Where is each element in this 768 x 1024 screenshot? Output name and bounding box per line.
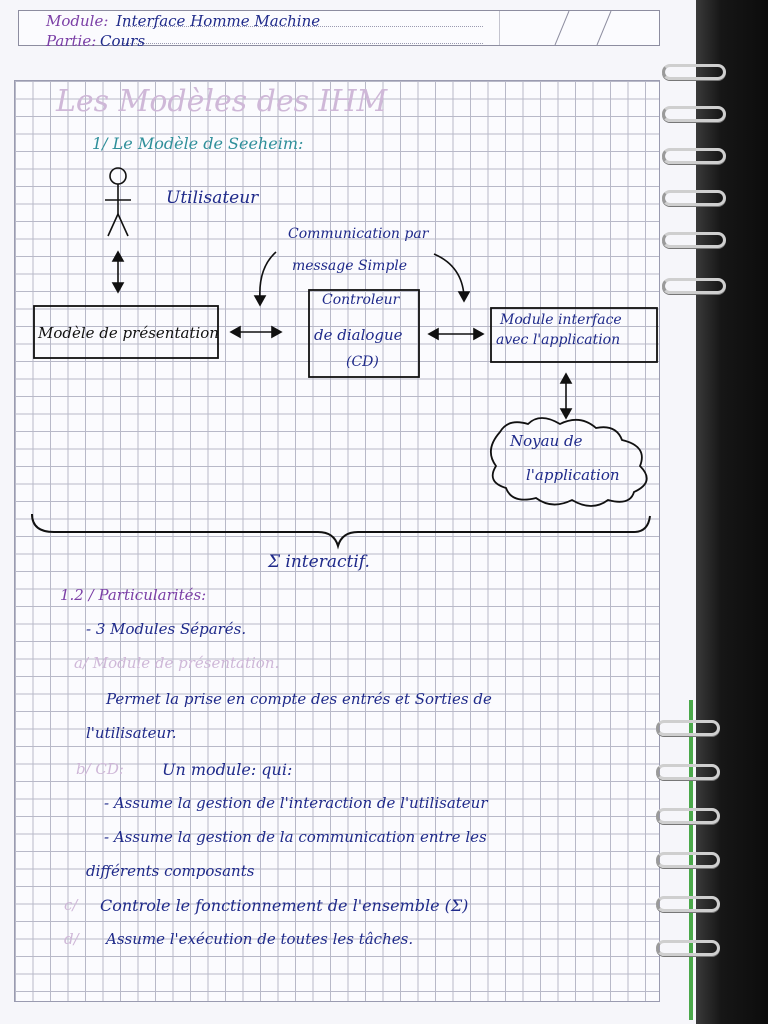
partie-label: Partie: <box>46 32 97 50</box>
user-arrow <box>113 252 123 292</box>
particularites-heading: 1.2 / Particularités: <box>60 586 207 604</box>
presentation-module-text-1: Permet la prise en compte des entrés et Sorties de <box>106 690 492 708</box>
spiral-ring <box>662 190 726 206</box>
interface-label-line1: Module interface <box>500 312 622 328</box>
module-label: Module: <box>46 12 109 30</box>
spiral-ring <box>662 106 726 122</box>
spiral-ring <box>656 896 720 912</box>
presentation-controller-arrow <box>231 327 281 337</box>
spiral-ring <box>656 764 720 780</box>
controller-label-line2: de dialogue <box>314 326 403 344</box>
item-c-text: Controle le fonctionnement de l'ensemble (Σ) <box>100 896 469 915</box>
comm-label-line1: Communication par <box>288 226 429 242</box>
presentation-module-text-2: l'utilisateur. <box>86 724 177 742</box>
section-heading: 1/ Le Modèle de Seeheim: <box>92 134 304 153</box>
interface-core-arrow <box>561 374 571 418</box>
spiral-ring <box>656 720 720 736</box>
spiral-ring <box>662 64 726 80</box>
cd-item-2: - Assume la gestion de la communication entre les <box>104 828 487 846</box>
item-d-prefix: d/ <box>64 930 79 948</box>
interactive-brace <box>32 514 650 546</box>
controller-label-line1: Controleur <box>322 292 400 308</box>
controller-interface-arrow <box>429 329 483 339</box>
spiral-ring <box>662 232 726 248</box>
controller-label-line3: (CD) <box>346 354 379 370</box>
interactive-brace-label: Σ interactif. <box>268 552 370 572</box>
three-modules-text: - 3 Modules Séparés. <box>86 620 247 638</box>
cd-heading-prefix: b/ CD: <box>76 760 124 778</box>
item-d-text: Assume l'exécution de toutes les tâches. <box>106 930 414 948</box>
spiral-ring <box>662 148 726 164</box>
presentation-module-heading: a/ Module de présentation. <box>74 654 280 672</box>
spiral-ring <box>656 940 720 956</box>
core-label-line1: Noyau de <box>510 432 583 450</box>
comm-label-line2: message Simple <box>292 258 408 274</box>
spiral-ring <box>662 278 726 294</box>
cd-item-2-continuation: différents composants <box>86 862 255 880</box>
spiral-ring <box>656 852 720 868</box>
comm-right-curved-arrow <box>434 254 469 301</box>
interface-label-line2: avec l'application <box>496 332 621 348</box>
comm-left-curved-arrow <box>255 252 276 305</box>
module-value: Interface Homme Machine <box>116 12 321 30</box>
item-c-prefix: c/ <box>64 896 78 914</box>
cd-heading-text: Un module: qui: <box>162 760 293 779</box>
user-label: Utilisateur <box>166 188 259 208</box>
core-label-line2: l'application <box>526 466 620 484</box>
partie-value: Cours <box>100 32 146 50</box>
faded-page-title: Les Modèles des IHM <box>56 84 388 119</box>
presentation-label: Modèle de présentation <box>38 324 219 342</box>
cd-item-1: - Assume la gestion de l'interaction de l'utilisateur <box>104 794 488 812</box>
stick-figure-icon <box>105 168 131 236</box>
spiral-ring <box>656 808 720 824</box>
